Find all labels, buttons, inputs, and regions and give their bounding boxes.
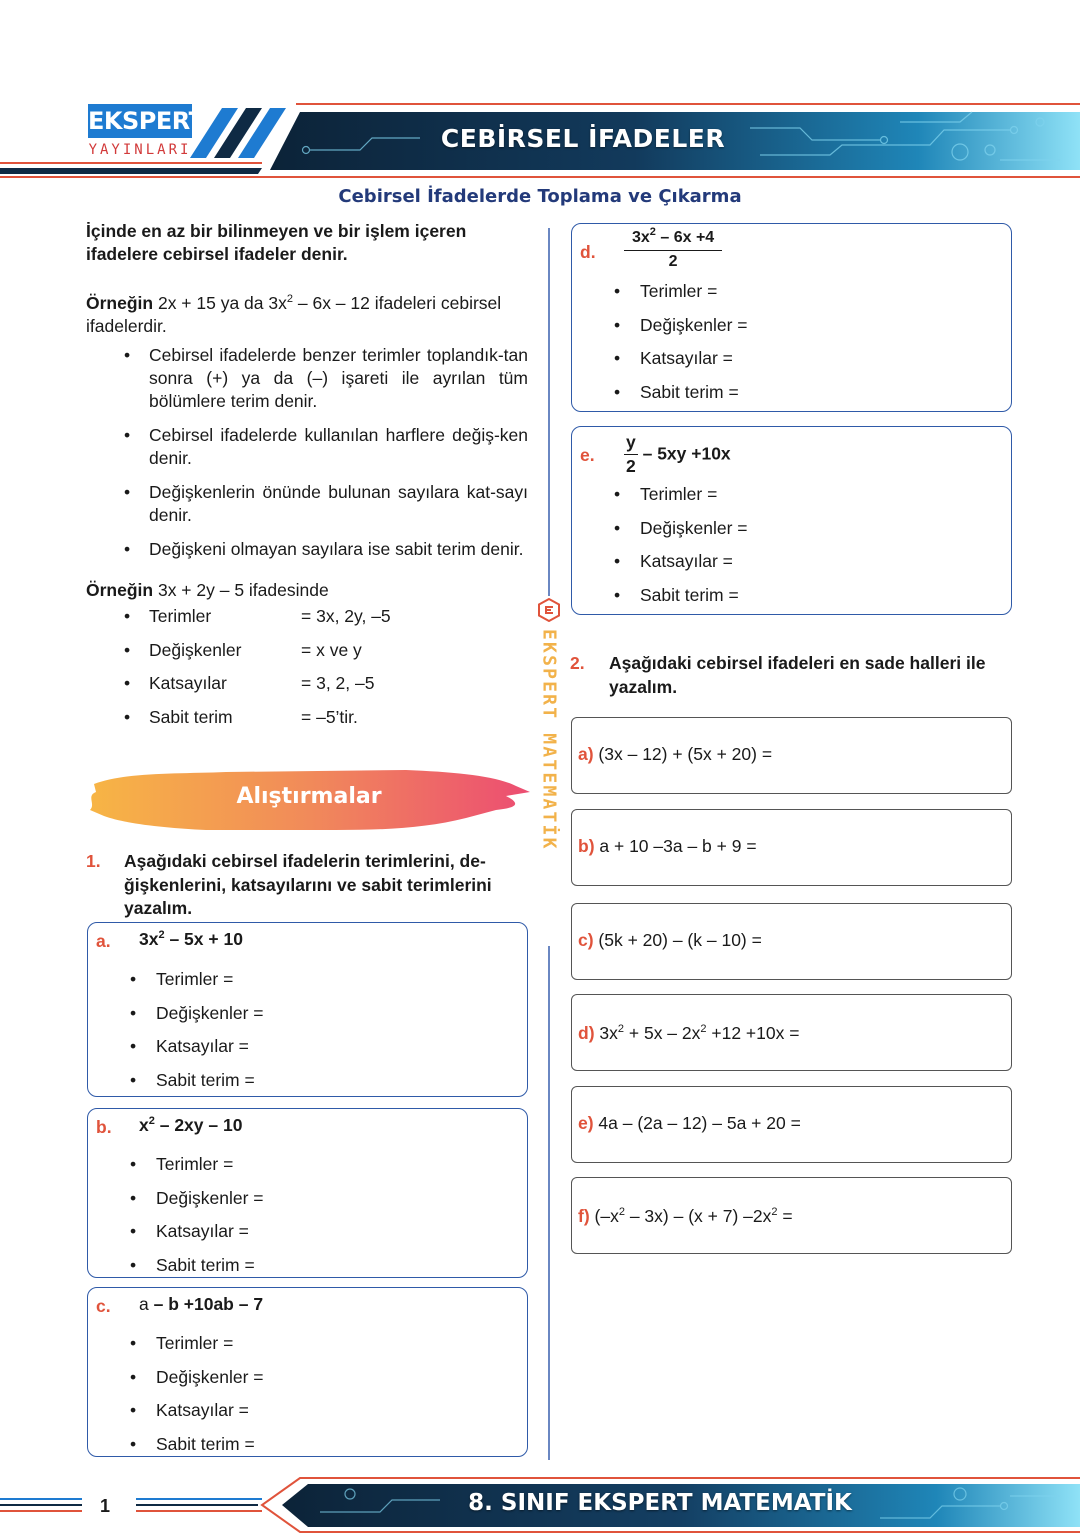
fraction [624,431,638,477]
footer-title: 8. SINIF EKSPERT MATEMATİK [468,1490,852,1516]
expression-part: – 5x + 10 [164,929,243,949]
list-item: • Cebirsel ifadelerde benzer terimler toplandık-tan sonra (+) ya da (–) işareti ile ayrılan tüm bölümlere terim denir. [122,344,528,413]
expression-part: a + 10 –3a – b + 9 = [594,836,757,856]
simplify-expression [578,836,757,857]
vertical-brand-text: EKSPERT MATEMATİK [538,629,560,851]
exponent: 2 [700,1023,707,1035]
simplify-expression [578,1113,801,1134]
field-coefficients: • Katsayılar = [130,1035,264,1069]
field-terms: • Terimler = [130,1332,264,1366]
list-item [122,672,528,706]
item-label: b) [578,836,595,856]
expression [139,1294,263,1315]
expression [139,929,243,950]
item-label: d. [580,242,596,262]
exponent: 2 [618,1206,625,1218]
question-2 [570,652,1010,699]
field-coefficients: • Katsayılar = [130,1399,264,1433]
field-constant: • Sabit terim = [130,1069,264,1103]
field-list [130,968,264,1103]
item-label: e. [580,445,595,465]
term-key: Terimler [149,606,212,626]
simplify-expression [578,930,762,951]
expression-part: a [139,1294,154,1314]
exercise-box-a [87,922,528,1097]
simplify-expression [578,744,772,765]
item-label: d) [578,1023,595,1043]
exponent: 2 [649,226,656,238]
term-key: Değişkenler [149,639,242,660]
simplify-box-e [571,1086,1012,1163]
intro-section [86,220,528,740]
field-list [130,1153,264,1288]
exercise-box-c [87,1287,528,1457]
item-label: c. [96,1296,111,1316]
logo-subtitle: YAYINLARI [88,142,192,158]
publisher-logo [88,104,205,158]
field-coefficients: • Katsayılar = [130,1220,264,1254]
chapter-title: CEBİRSEL İFADELER [440,124,726,153]
simplify-expression [578,1023,799,1044]
field-variables: • Değişkenler = [130,1002,264,1036]
item-label: a) [578,744,594,764]
field-variables: • Değişkenler = [130,1366,264,1400]
list-item: • Değişkeni olmayan sayılara ise sabit terim denir. [122,538,528,561]
field-constant: • Sabit terim = [130,1433,264,1467]
expression-part: + 5x – 2x [624,1023,701,1043]
fraction-numerator [624,227,722,251]
item-label: f) [578,1206,590,1226]
expression-part: – 2xy – 10 [154,1115,243,1135]
simplify-expression [578,1206,793,1227]
expression-part: 3x [139,929,159,949]
list-item: • Cebirsel ifadelerde kullanılan harflere değiş-ken denir. [122,424,528,470]
question-number: 1. [86,851,101,871]
example2-label: Örneğin [86,580,154,600]
fraction-expression [624,227,722,273]
expression-part: 4a – (2a – 12) – 5a + 20 = [593,1113,801,1133]
example-paragraph [86,292,528,338]
term-value: = 3x, 2y, –5 [301,606,391,626]
definition-text: İçinde en az bir bilinmeyen ve bir işlem içeren ifadelere cebirsel ifadeler denir. [86,221,467,264]
list-item [122,639,528,673]
example-exponent: 2 [286,293,293,305]
field-variables: • Değişkenler = [614,314,748,348]
example-text-a: 2x + 15 ya da 3x [153,293,287,313]
list-item [122,605,528,639]
field-constant: • Sabit terim = [130,1254,264,1288]
exercises-banner-label: Alıştırmalar [236,784,382,809]
question-text: Aşağıdaki cebirsel ifadelerin terimlerini, de-ğişkenlerini, katsayılarını ve sabit terimlerini yazalım. [124,851,492,918]
field-variables: • Değişkenler = [614,517,748,551]
fraction-denominator: 2 [668,253,678,270]
list-item [122,706,528,740]
expression-part: – 6x +4 [655,229,715,246]
example-label: Örneğin [86,293,154,313]
field-coefficients: • Katsayılar = [614,550,748,584]
field-terms: • Terimler = [614,280,748,314]
expression-part: 3x [594,1023,618,1043]
field-terms: • Terimler = [130,1153,264,1187]
definition-list [122,344,528,561]
expression-part: (5k + 20) – (k – 10) = [593,930,762,950]
field-variables: • Değişkenler = [130,1187,264,1221]
list-item: • Değişkenlerin önünde bulunan sayılara kat-sayı denir. [122,481,528,527]
logo-brand: EKSPERT [88,104,192,138]
exercise-box-e [571,426,1012,615]
example2-list [122,605,528,740]
simplify-box-f [571,1177,1012,1254]
expression-part: – 3x) – (x + 7) –2x [624,1206,772,1226]
question-number: 2. [570,653,585,673]
item-label: b. [96,1117,112,1137]
exponent: 2 [771,1206,778,1218]
simplify-box-b [571,809,1012,886]
question-text: Aşağıdaki cebirsel ifadeleri en sade halleri ile yazalım. [609,653,986,697]
expression [624,431,731,477]
exponent: 2 [158,929,165,941]
simplify-box-a [571,717,1012,794]
expression-part: +12 +10x = [706,1023,800,1043]
field-constant: • Sabit terim = [614,584,748,618]
field-coefficients: • Katsayılar = [614,347,748,381]
expression-part: x [139,1115,149,1135]
expression-part: – b +10ab – 7 [153,1294,264,1314]
field-list [614,280,748,415]
example-text-b: – 6x – 12 ifadeleri cebirsel ifadelerdir. [86,293,502,336]
field-list [130,1332,264,1467]
field-terms: • Terimler = [130,968,264,1002]
question-1 [86,850,528,921]
expression-part: (–x [589,1206,619,1226]
example2-paragraph [86,579,528,602]
expression-part: = [777,1206,793,1226]
item-label: c) [578,930,594,950]
field-constant: • Sabit terim = [614,381,748,415]
exercise-box-b [87,1108,528,1278]
exponent: 2 [617,1023,625,1035]
exercise-box-d [571,223,1012,412]
simplify-box-d [571,994,1012,1071]
simplify-box-c [571,903,1012,980]
term-key: Sabit terim [149,707,233,728]
section-title: Cebirsel İfadelerde Toplama ve Çıkarma [338,186,742,207]
expression-part: (3x – 12) + (5x + 20) = [593,744,773,764]
item-label: e) [578,1113,594,1133]
fraction-numerator: y [624,431,638,455]
field-terms: • Terimler = [614,483,748,517]
term-value: = –5’tir. [301,707,358,728]
page-number: 1 [100,1496,111,1516]
term-value: = x ve y [301,639,362,660]
term-key: Katsayılar [149,673,227,694]
field-list [614,483,748,618]
ekspert-emblem-icon [538,598,560,622]
term-value: = 3, 2, –5 [301,673,375,694]
expression-part: 3x [632,229,650,246]
exponent: 2 [148,1115,155,1127]
fraction-denominator: 2 [626,456,636,476]
expression-part: – 5xy +10x [637,443,731,464]
expression [139,1115,242,1136]
item-label: a. [96,931,111,951]
example2-text: 3x + 2y – 5 ifadesinde [153,580,329,600]
